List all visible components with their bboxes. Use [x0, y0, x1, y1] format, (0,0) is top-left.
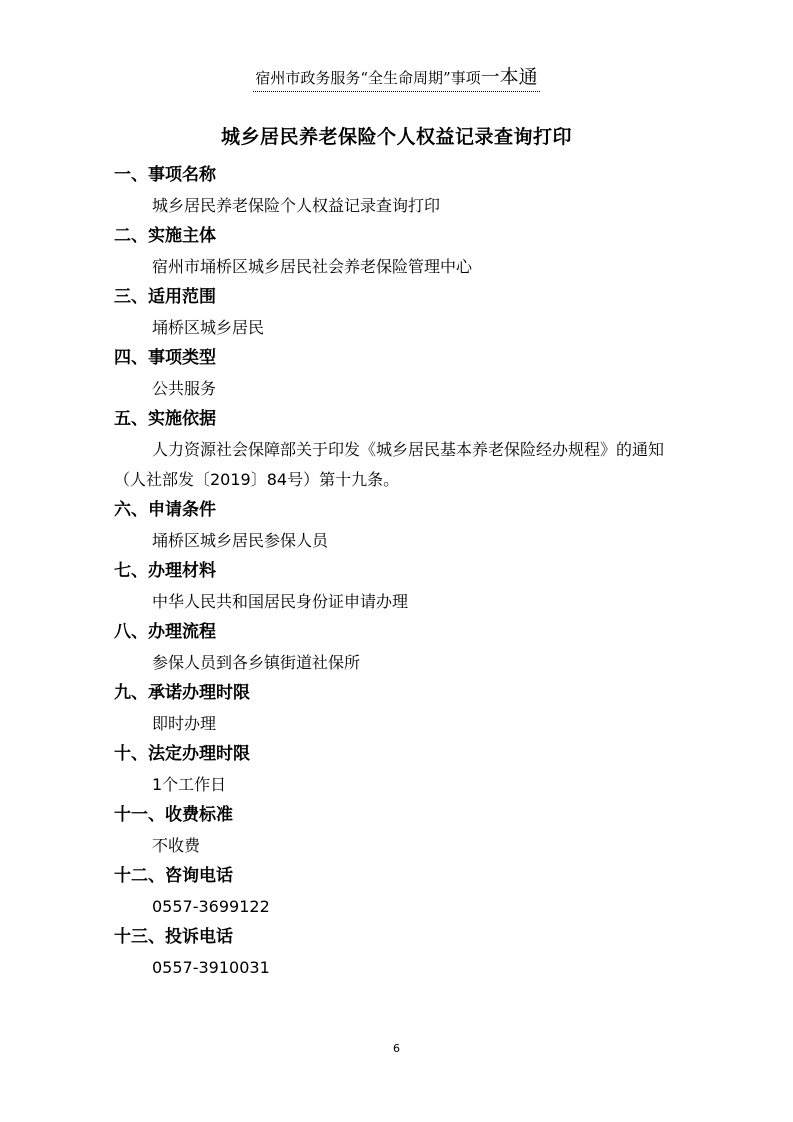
section-scope — [114, 282, 694, 343]
page-number: 6 — [393, 1042, 400, 1055]
section-heading: 十三、投诉电话 — [114, 927, 233, 947]
document-title: 城乡居民养老保险个人权益记录查询打印 — [220, 126, 572, 148]
running-header — [0, 62, 793, 92]
section-text: 城乡居民养老保险个人权益记录查询打印 — [152, 196, 441, 215]
running-header-text — [253, 62, 539, 92]
section-item-type — [114, 343, 694, 404]
section-text: 埇桥区城乡居民参保人员 — [152, 531, 329, 550]
section-text: 即时办理 — [152, 714, 217, 733]
document-body — [114, 160, 694, 983]
section-text: 公共服务 — [152, 379, 217, 398]
section-fees — [114, 800, 694, 861]
header-suffix: 一本通 — [480, 66, 538, 88]
section-paragraph: 人力资源社会保障部关于印发《城乡居民基本养老保险经办规程》的通知（人社部发〔2019〕84号）第十九条。 — [114, 440, 665, 489]
section-heading: 七、办理材料 — [114, 561, 216, 581]
section-heading: 十、法定办理时限 — [114, 744, 250, 764]
header-prefix: 宿州市政务服务“全生命周期”事项 — [255, 69, 481, 87]
section-consult-phone — [114, 861, 694, 922]
section-process — [114, 617, 694, 678]
section-heading: 八、办理流程 — [114, 622, 216, 642]
section-text: 1个工作日 — [152, 775, 227, 794]
section-text: 埇桥区城乡居民 — [152, 318, 265, 337]
section-heading: 二、实施主体 — [114, 226, 216, 246]
section-text: 0557-3910031 — [152, 958, 270, 977]
section-text: 中华人民共和国居民身份证申请办理 — [152, 592, 409, 611]
section-heading: 九、承诺办理时限 — [114, 683, 250, 703]
section-heading: 一、事项名称 — [114, 165, 216, 185]
section-text: 不收费 — [152, 836, 201, 855]
section-legal-basis — [114, 404, 694, 495]
section-complaint-phone — [114, 922, 694, 983]
section-text: 宿州市埇桥区城乡居民社会养老保险管理中心 — [152, 257, 473, 276]
section-text: 参保人员到各乡镇街道社保所 — [152, 653, 361, 672]
section-item-name — [114, 160, 694, 221]
section-text: 0557-3699122 — [152, 897, 270, 916]
section-conditions — [114, 495, 694, 556]
section-heading: 六、申请条件 — [114, 500, 216, 520]
section-heading: 十一、收费标准 — [114, 805, 233, 825]
section-heading: 五、实施依据 — [114, 409, 216, 429]
section-promised-time — [114, 678, 694, 739]
section-materials — [114, 556, 694, 617]
section-heading: 四、事项类型 — [114, 348, 216, 368]
section-legal-time — [114, 739, 694, 800]
section-implementing-body — [114, 221, 694, 282]
section-heading: 三、适用范围 — [114, 287, 216, 307]
section-heading: 十二、咨询电话 — [114, 866, 233, 886]
